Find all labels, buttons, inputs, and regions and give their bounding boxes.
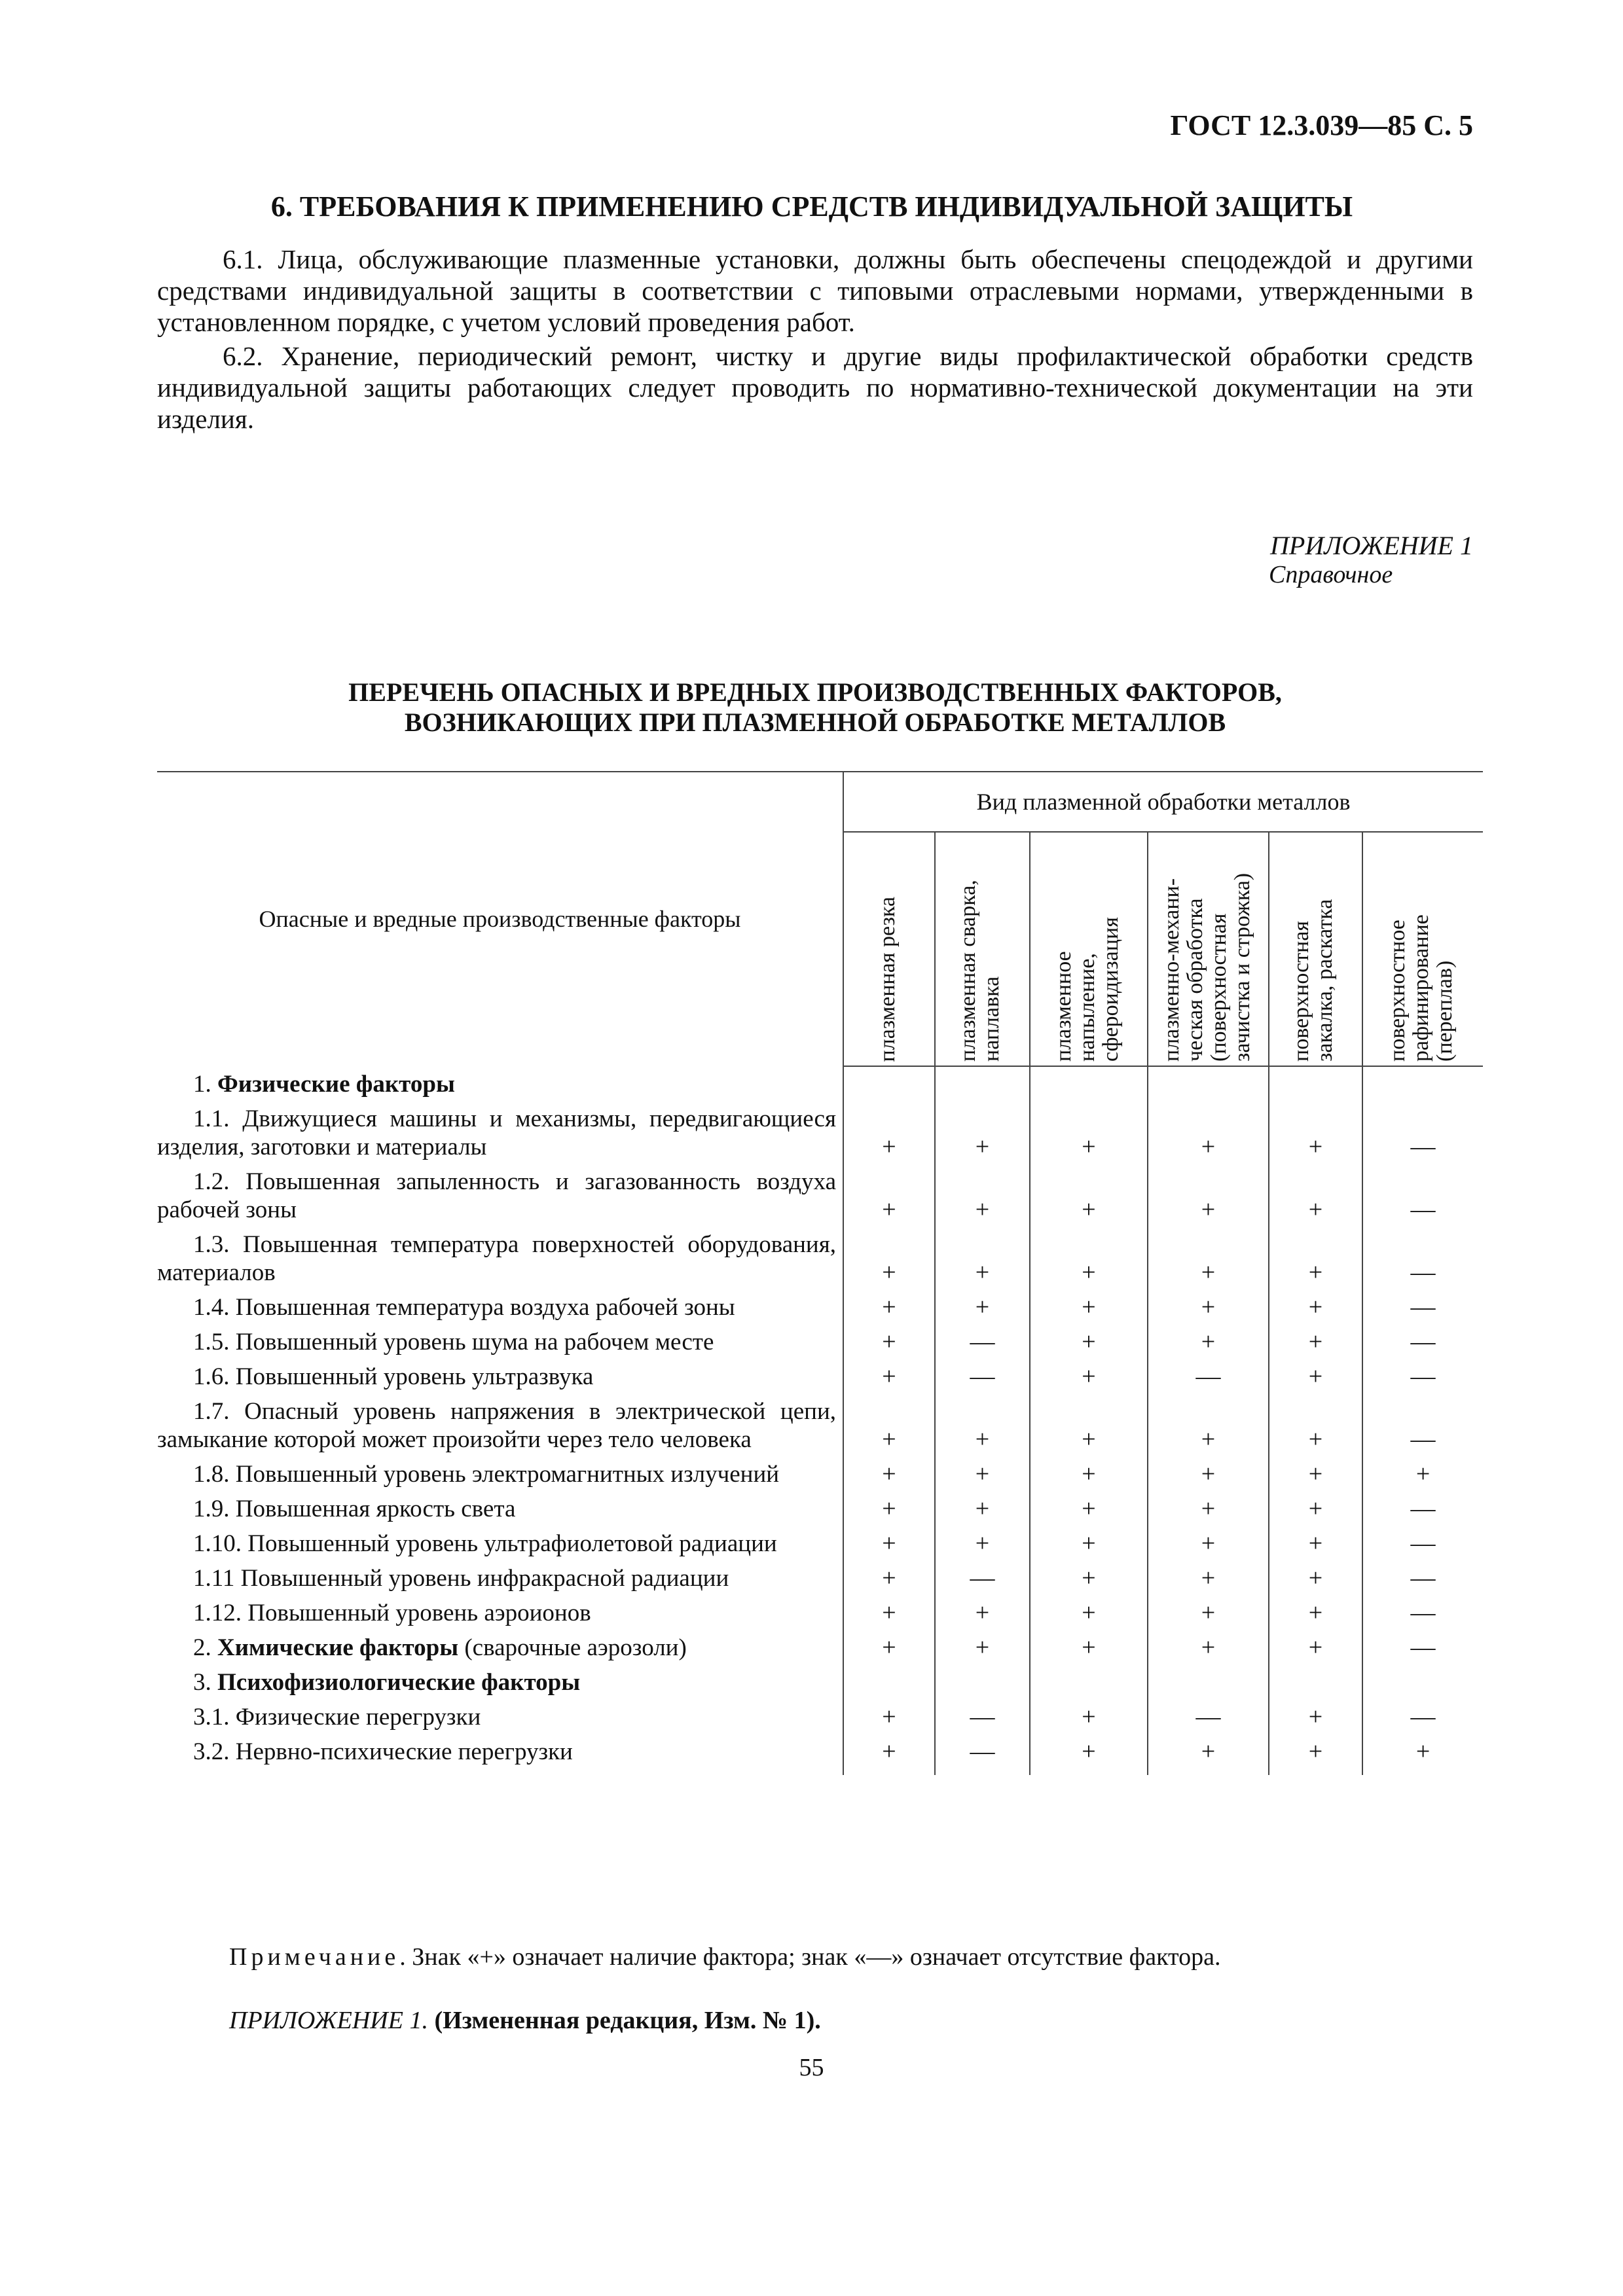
value-cell: — bbox=[1362, 1491, 1483, 1526]
factor-text: 1.3. Повышенная температура поверхностей оборудования, материалов bbox=[157, 1231, 836, 1286]
value-cell: + bbox=[1269, 1101, 1362, 1164]
table-row bbox=[157, 1359, 1483, 1393]
value-cell: + bbox=[1269, 1630, 1362, 1664]
value-cell: — bbox=[1362, 1630, 1483, 1664]
value-cell: — bbox=[1362, 1324, 1483, 1359]
value-cell: + bbox=[1269, 1560, 1362, 1595]
value-cell: + bbox=[1269, 1227, 1362, 1289]
paragraph-6-1 bbox=[157, 243, 1473, 338]
value-cell: + bbox=[1148, 1560, 1269, 1595]
factor-cell bbox=[157, 1456, 843, 1491]
value-cell: + bbox=[1269, 1324, 1362, 1359]
factor-text: 1.1. Движущиеся машины и механизмы, передвигающиеся изделия, заготовки и материалы bbox=[157, 1105, 836, 1160]
value-cell: + bbox=[843, 1227, 935, 1289]
value-cell: + bbox=[1148, 1289, 1269, 1324]
value-cell: + bbox=[1269, 1164, 1362, 1227]
value-cell: + bbox=[935, 1491, 1030, 1526]
value-cell: + bbox=[1269, 1456, 1362, 1491]
value-cell: — bbox=[1362, 1227, 1483, 1289]
value-cell: + bbox=[1030, 1595, 1148, 1630]
value-cell: — bbox=[1362, 1359, 1483, 1393]
value-cell: + bbox=[1148, 1164, 1269, 1227]
factor-cell bbox=[157, 1393, 843, 1456]
appendix-revision-note bbox=[229, 2006, 821, 2035]
table-row bbox=[157, 1324, 1483, 1359]
value-cell: — bbox=[935, 1699, 1030, 1734]
value-cell: + bbox=[843, 1491, 935, 1526]
value-cell: + bbox=[1269, 1526, 1362, 1560]
value-cell: — bbox=[1362, 1699, 1483, 1734]
table-row bbox=[157, 1164, 1483, 1227]
factors-table-wrapper bbox=[157, 771, 1483, 1775]
factor-cell bbox=[157, 1699, 843, 1734]
value-cell: + bbox=[935, 1393, 1030, 1456]
value-cell: + bbox=[1148, 1526, 1269, 1560]
value-cell: + bbox=[1269, 1491, 1362, 1526]
factor-group-title: Психофизиологические факторы bbox=[217, 1669, 581, 1696]
table-row bbox=[157, 1734, 1483, 1775]
value-cell bbox=[1030, 1664, 1148, 1699]
table-row bbox=[157, 1289, 1483, 1324]
column-header-3-text: плазменное напыление, сфероидизация bbox=[1051, 917, 1123, 1062]
value-cell: + bbox=[1269, 1393, 1362, 1456]
value-cell: + bbox=[843, 1699, 935, 1734]
value-cell: + bbox=[843, 1164, 935, 1227]
value-cell: + bbox=[935, 1456, 1030, 1491]
value-cell: + bbox=[843, 1289, 935, 1324]
factor-cell bbox=[157, 1630, 843, 1664]
value-cell bbox=[935, 1066, 1030, 1101]
factor-number: 1. bbox=[193, 1071, 211, 1098]
appendix-type: Справочное bbox=[1269, 561, 1393, 588]
value-cell: + bbox=[1030, 1227, 1148, 1289]
table-row bbox=[157, 1526, 1483, 1560]
value-cell: — bbox=[1362, 1101, 1483, 1164]
table-row bbox=[157, 1491, 1483, 1526]
value-cell bbox=[1269, 1664, 1362, 1699]
note-text: . Знак «+» означает наличие фактора; знак «—» означает отсутствие фактора. bbox=[399, 1943, 1221, 1971]
column-header-6 bbox=[1362, 832, 1483, 1066]
value-cell: — bbox=[1362, 1164, 1483, 1227]
document-header: ГОСТ 12.3.039—85 С. 5 bbox=[1170, 109, 1473, 141]
table-row bbox=[157, 1630, 1483, 1664]
section-title: 6. ТРЕБОВАНИЯ К ПРИМЕНЕНИЮ СРЕДСТВ ИНДИВИДУАЛЬНОЙ ЗАЩИТЫ bbox=[270, 190, 1353, 223]
value-cell bbox=[1362, 1066, 1483, 1101]
value-cell: — bbox=[1362, 1289, 1483, 1324]
value-cell: + bbox=[1148, 1595, 1269, 1630]
value-cell: + bbox=[1148, 1101, 1269, 1164]
value-cell: + bbox=[935, 1526, 1030, 1560]
column-header-2-text: плазменная сварка, наплавка bbox=[956, 880, 1004, 1062]
paragraph-6-2 bbox=[157, 340, 1473, 435]
value-cell: + bbox=[843, 1456, 935, 1491]
value-cell: + bbox=[1030, 1456, 1148, 1491]
column-header-3 bbox=[1030, 832, 1148, 1066]
value-cell: + bbox=[1148, 1324, 1269, 1359]
table-note bbox=[229, 1943, 1221, 1971]
factor-cell bbox=[157, 1066, 843, 1101]
value-cell: + bbox=[1030, 1359, 1148, 1393]
value-cell: + bbox=[1030, 1526, 1148, 1560]
value-cell: + bbox=[1148, 1393, 1269, 1456]
value-cell: + bbox=[843, 1734, 935, 1775]
factor-text: 1.4. Повышенная температура воздуха рабочей зоны bbox=[193, 1294, 735, 1321]
value-cell: + bbox=[1269, 1734, 1362, 1775]
value-cell: + bbox=[843, 1359, 935, 1393]
factor-cell bbox=[157, 1734, 843, 1775]
factor-cell bbox=[157, 1359, 843, 1393]
table-title-line-2: ВОЗНИКАЮЩИХ ПРИ ПЛАЗМЕННОЙ ОБРАБОТКЕ МЕТАЛЛОВ bbox=[404, 708, 1226, 737]
table-row bbox=[157, 1664, 1483, 1699]
note-label: Примечание bbox=[229, 1943, 400, 1971]
column-header-4-text: плазменно-механи-ческая обработка (поверхностная зачистка и строжка) bbox=[1159, 872, 1255, 1062]
factor-text: 1.6. Повышенный уровень ультразвука bbox=[193, 1363, 594, 1390]
table-header-row bbox=[157, 772, 1483, 832]
column-header-1-text: плазменная резка bbox=[875, 896, 900, 1062]
factor-text: 1.7. Опасный уровень напряжения в электрической цепи, замыкание которой может произойти через тело человека bbox=[157, 1398, 836, 1453]
factor-text: 1.8. Повышенный уровень электромагнитных излучений bbox=[193, 1461, 780, 1488]
value-cell: + bbox=[935, 1101, 1030, 1164]
factor-cell bbox=[157, 1560, 843, 1595]
appendix-label: ПРИЛОЖЕНИЕ 1 bbox=[1270, 531, 1473, 560]
table-row bbox=[157, 1393, 1483, 1456]
value-cell: — bbox=[935, 1324, 1030, 1359]
table-body bbox=[157, 1066, 1483, 1775]
value-cell: + bbox=[1030, 1324, 1148, 1359]
value-cell: + bbox=[1030, 1560, 1148, 1595]
value-cell: + bbox=[935, 1289, 1030, 1324]
factor-text: 1.10. Повышенный уровень ультрафиолетовой радиации bbox=[193, 1530, 777, 1557]
value-cell bbox=[843, 1664, 935, 1699]
value-cell: + bbox=[1269, 1289, 1362, 1324]
table-title bbox=[157, 677, 1473, 738]
factor-group-title: Химические факторы bbox=[217, 1634, 459, 1661]
factor-number: 3. bbox=[193, 1669, 211, 1696]
value-cell: + bbox=[1030, 1699, 1148, 1734]
value-cell: + bbox=[1148, 1227, 1269, 1289]
factor-cell bbox=[157, 1595, 843, 1630]
paragraph-6-2-text: 6.2. Хранение, периодический ремонт, чистку и другие виды профилактической обработки средств индивидуальной защиты работающих следует проводить по нормативно-технической документации на эти изделия. bbox=[157, 341, 1473, 434]
value-cell: + bbox=[1148, 1734, 1269, 1775]
value-cell bbox=[1269, 1066, 1362, 1101]
factor-text: 1.9. Повышенная яркость света bbox=[193, 1496, 516, 1522]
paragraph-6-1-text: 6.1. Лица, обслуживающие плазменные установки, должны быть обеспечены спецодеждой и другими средствами индивидуальной защиты в соответствии с типовыми отраслевыми нормами, утвержденными в установленном порядке, с учетом условий проведения работ. bbox=[157, 244, 1473, 337]
value-cell: + bbox=[843, 1324, 935, 1359]
appendix-revision-label: ПРИЛОЖЕНИЕ 1. bbox=[229, 2007, 428, 2034]
table-row bbox=[157, 1101, 1483, 1164]
factor-column-header: Опасные и вредные производственные факторы bbox=[259, 906, 741, 932]
column-header-1 bbox=[843, 832, 935, 1066]
factor-cell bbox=[157, 1526, 843, 1560]
factor-cell bbox=[157, 1664, 843, 1699]
value-cell: + bbox=[843, 1526, 935, 1560]
value-cell: + bbox=[935, 1227, 1030, 1289]
table-row bbox=[157, 1560, 1483, 1595]
appendix-revision-text: (Измененная редакция, Изм. № 1). bbox=[434, 2007, 821, 2034]
value-cell: + bbox=[1030, 1393, 1148, 1456]
table-row bbox=[157, 1595, 1483, 1630]
value-cell: + bbox=[1362, 1456, 1483, 1491]
value-cell: + bbox=[1269, 1699, 1362, 1734]
value-cell bbox=[843, 1066, 935, 1101]
value-cell: — bbox=[935, 1359, 1030, 1393]
value-cell: + bbox=[843, 1101, 935, 1164]
factor-text: 1.2. Повышенная запыленность и загазованность воздуха рабочей зоны bbox=[157, 1168, 836, 1223]
value-cell bbox=[935, 1664, 1030, 1699]
factor-cell bbox=[157, 1289, 843, 1324]
value-cell: + bbox=[1030, 1101, 1148, 1164]
factor-text: 1.5. Повышенный уровень шума на рабочем месте bbox=[193, 1329, 714, 1355]
factor-text: 1.12. Повышенный уровень аэроионов bbox=[193, 1600, 591, 1626]
table-title-line-1: ПЕРЕЧЕНЬ ОПАСНЫХ И ВРЕДНЫХ ПРОИЗВОДСТВЕННЫХ ФАКТОРОВ, bbox=[348, 677, 1282, 707]
value-cell: — bbox=[1362, 1560, 1483, 1595]
value-cell: — bbox=[1148, 1359, 1269, 1393]
value-cell: — bbox=[1148, 1699, 1269, 1734]
factor-text: 1.11 Повышенный уровень инфракрасной радиации bbox=[193, 1565, 729, 1592]
factor-cell bbox=[157, 1227, 843, 1289]
page-number: 55 bbox=[799, 2054, 824, 2081]
table-row bbox=[157, 1066, 1483, 1101]
value-cell: + bbox=[843, 1560, 935, 1595]
column-header-4 bbox=[1148, 832, 1269, 1066]
value-cell: + bbox=[1148, 1630, 1269, 1664]
factor-text: 3.1. Физические перегрузки bbox=[193, 1704, 481, 1731]
value-cell: — bbox=[1362, 1393, 1483, 1456]
column-header-2 bbox=[935, 832, 1030, 1066]
factor-text: 3.2. Нервно-психические перегрузки bbox=[193, 1738, 573, 1765]
table-row bbox=[157, 1699, 1483, 1734]
column-header-5-text: поверхностная закалка, раскатка bbox=[1289, 899, 1338, 1062]
value-cell: + bbox=[935, 1630, 1030, 1664]
factor-cell bbox=[157, 1164, 843, 1227]
value-cell: + bbox=[1269, 1359, 1362, 1393]
value-cell bbox=[1362, 1664, 1483, 1699]
value-cell: + bbox=[1269, 1595, 1362, 1630]
value-cell: + bbox=[843, 1595, 935, 1630]
value-cell: + bbox=[935, 1595, 1030, 1630]
value-cell: + bbox=[1030, 1630, 1148, 1664]
value-cell: + bbox=[1030, 1164, 1148, 1227]
value-cell: + bbox=[935, 1164, 1030, 1227]
value-cell: + bbox=[1148, 1491, 1269, 1526]
value-cell: + bbox=[1030, 1491, 1148, 1526]
value-cell: + bbox=[1362, 1734, 1483, 1775]
value-cell: + bbox=[843, 1630, 935, 1664]
column-header-5 bbox=[1269, 832, 1362, 1066]
factor-group-suffix: (сварочные аэрозоли) bbox=[458, 1634, 687, 1661]
value-cell bbox=[1148, 1066, 1269, 1101]
value-cell: — bbox=[1362, 1526, 1483, 1560]
value-cell: — bbox=[935, 1560, 1030, 1595]
processing-type-header: Вид плазменной обработки металлов bbox=[843, 772, 1483, 832]
factor-cell bbox=[157, 1324, 843, 1359]
factors-table bbox=[157, 771, 1483, 1775]
table-row bbox=[157, 1227, 1483, 1289]
value-cell: — bbox=[1362, 1595, 1483, 1630]
factor-number: 2. bbox=[193, 1634, 211, 1661]
value-cell bbox=[1030, 1066, 1148, 1101]
value-cell: + bbox=[1030, 1289, 1148, 1324]
table-row bbox=[157, 1456, 1483, 1491]
value-cell: + bbox=[1148, 1456, 1269, 1491]
factor-cell bbox=[157, 1491, 843, 1526]
value-cell bbox=[1148, 1664, 1269, 1699]
value-cell: + bbox=[843, 1393, 935, 1456]
value-cell: + bbox=[1030, 1734, 1148, 1775]
factor-group-title: Физические факторы bbox=[217, 1071, 455, 1098]
factor-cell bbox=[157, 1101, 843, 1164]
value-cell: — bbox=[935, 1734, 1030, 1775]
column-header-6-text: поверхностное рафинирование (переплав) bbox=[1385, 914, 1457, 1062]
